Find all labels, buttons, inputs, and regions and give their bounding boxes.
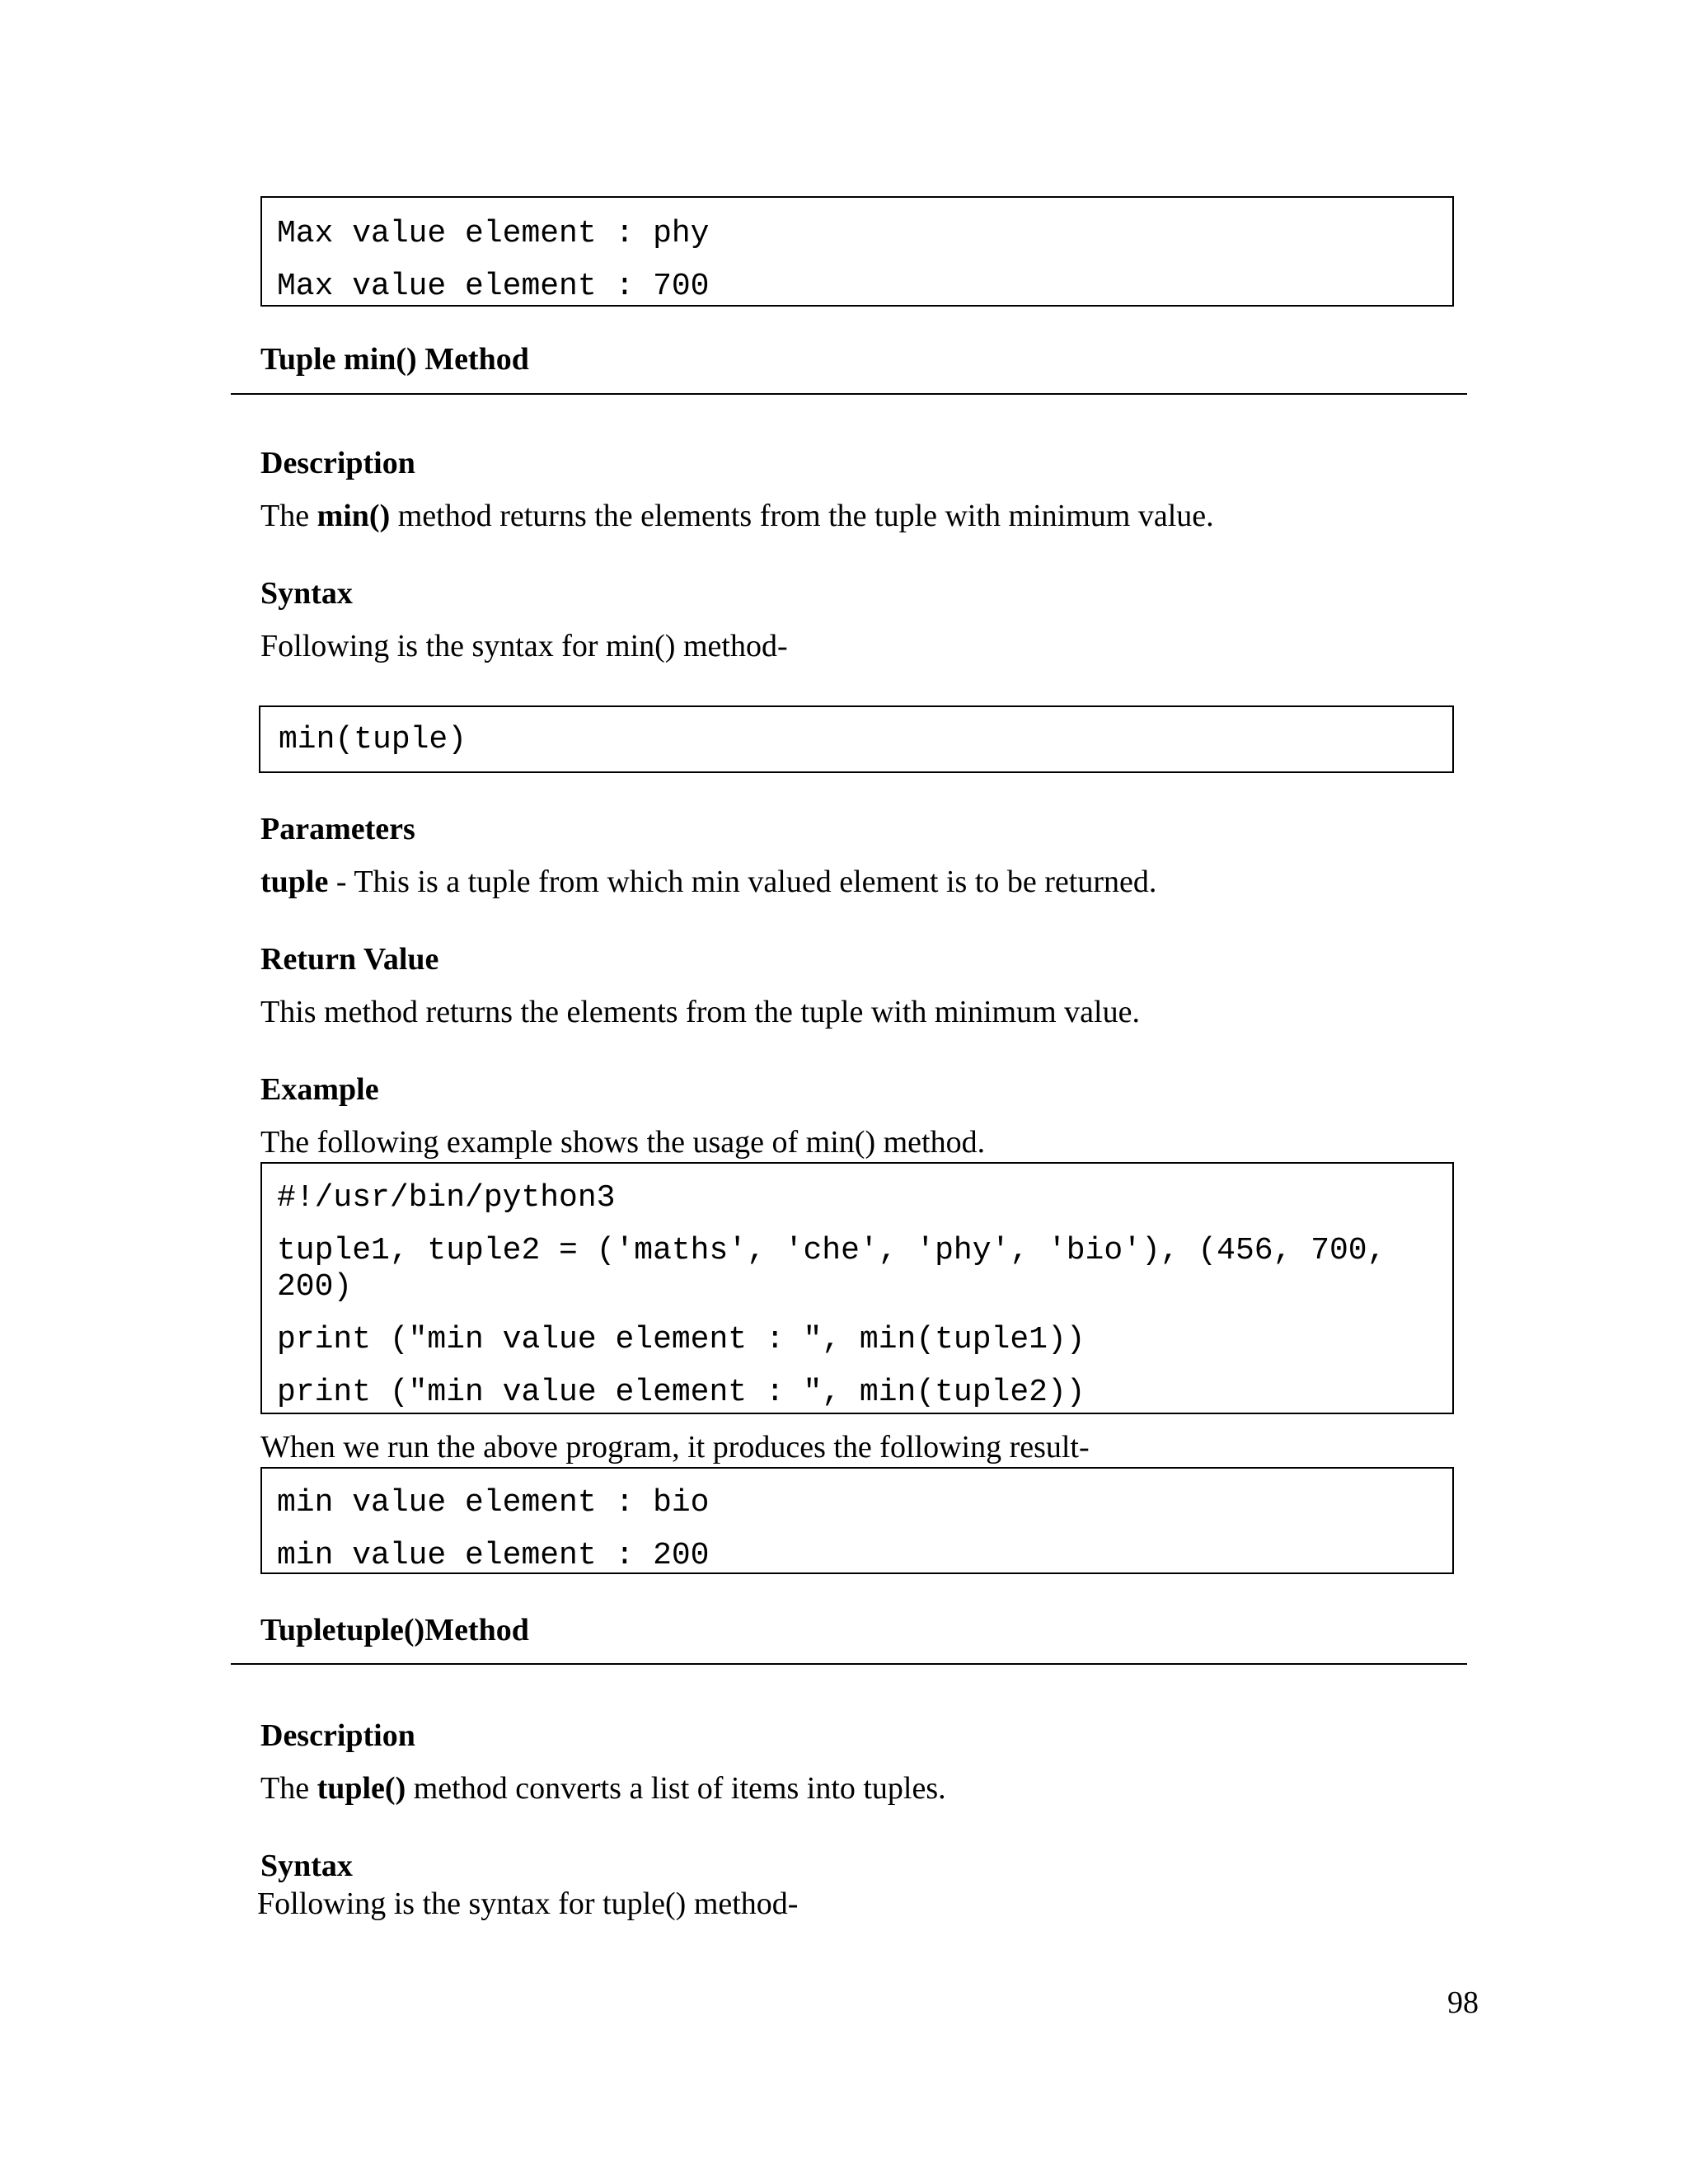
min-result-line-1: min value element : bio bbox=[277, 1485, 710, 1521]
page-number: 98 bbox=[1447, 1985, 1479, 2020]
tuple-syntax-heading: Syntax bbox=[260, 1849, 353, 1883]
min-syntax-heading: Syntax bbox=[260, 576, 353, 611]
max-output-line-2: Max value element : 700 bbox=[277, 269, 710, 304]
min-parameters-heading: Parameters bbox=[260, 812, 415, 846]
min-section-rule bbox=[231, 393, 1467, 395]
min-result-line-2: min value element : 200 bbox=[277, 1538, 710, 1573]
min-return-heading: Return Value bbox=[260, 942, 439, 977]
min-example-code-line-1: #!/usr/bin/python3 bbox=[277, 1180, 616, 1216]
min-keyword: min() bbox=[316, 499, 391, 533]
max-output-line-1: Max value element : phy bbox=[277, 216, 710, 251]
min-result-text: When we run the above program, it produces the following result- bbox=[260, 1430, 1090, 1465]
min-section-title: Tuple min() Method bbox=[260, 342, 529, 377]
tuple-description-text: The tuple() method converts a list of items into tuples. bbox=[260, 1771, 946, 1806]
tuple-section-title: Tupletuple()Method bbox=[260, 1613, 529, 1647]
min-example-heading: Example bbox=[260, 1072, 379, 1107]
tuple-description-heading: Description bbox=[260, 1718, 415, 1753]
min-example-code-line-2: tuple1, tuple2 = ('maths', 'che', 'phy', 'bio'), (456, 700, bbox=[277, 1233, 1386, 1268]
min-example-code-line-5: print ("min value element : ", min(tuple2)) bbox=[277, 1375, 1085, 1410]
min-example-code-line-3: 200) bbox=[277, 1269, 353, 1305]
tuple-syntax-text: Following is the syntax for tuple() method- bbox=[257, 1886, 799, 1921]
min-example-text: The following example shows the usage of min() method. bbox=[260, 1125, 986, 1160]
min-parameters-text: tuple - This is a tuple from which min valued element is to be returned. bbox=[260, 865, 1157, 899]
min-return-text: This method returns the elements from the tuple with minimum value. bbox=[260, 995, 1140, 1029]
tuple-section-rule bbox=[231, 1663, 1467, 1665]
min-example-code-line-4: print ("min value element : ", min(tuple1)) bbox=[277, 1322, 1085, 1357]
min-description-text: The min() method returns the elements from the tuple with minimum value. bbox=[260, 499, 1214, 533]
min-description-heading: Description bbox=[260, 446, 415, 480]
min-syntax-code: min(tuple) bbox=[279, 722, 467, 757]
tuple-keyword: tuple() bbox=[316, 1771, 406, 1806]
tuple-param-name: tuple bbox=[260, 865, 329, 899]
min-syntax-text: Following is the syntax for min() method- bbox=[260, 629, 788, 663]
